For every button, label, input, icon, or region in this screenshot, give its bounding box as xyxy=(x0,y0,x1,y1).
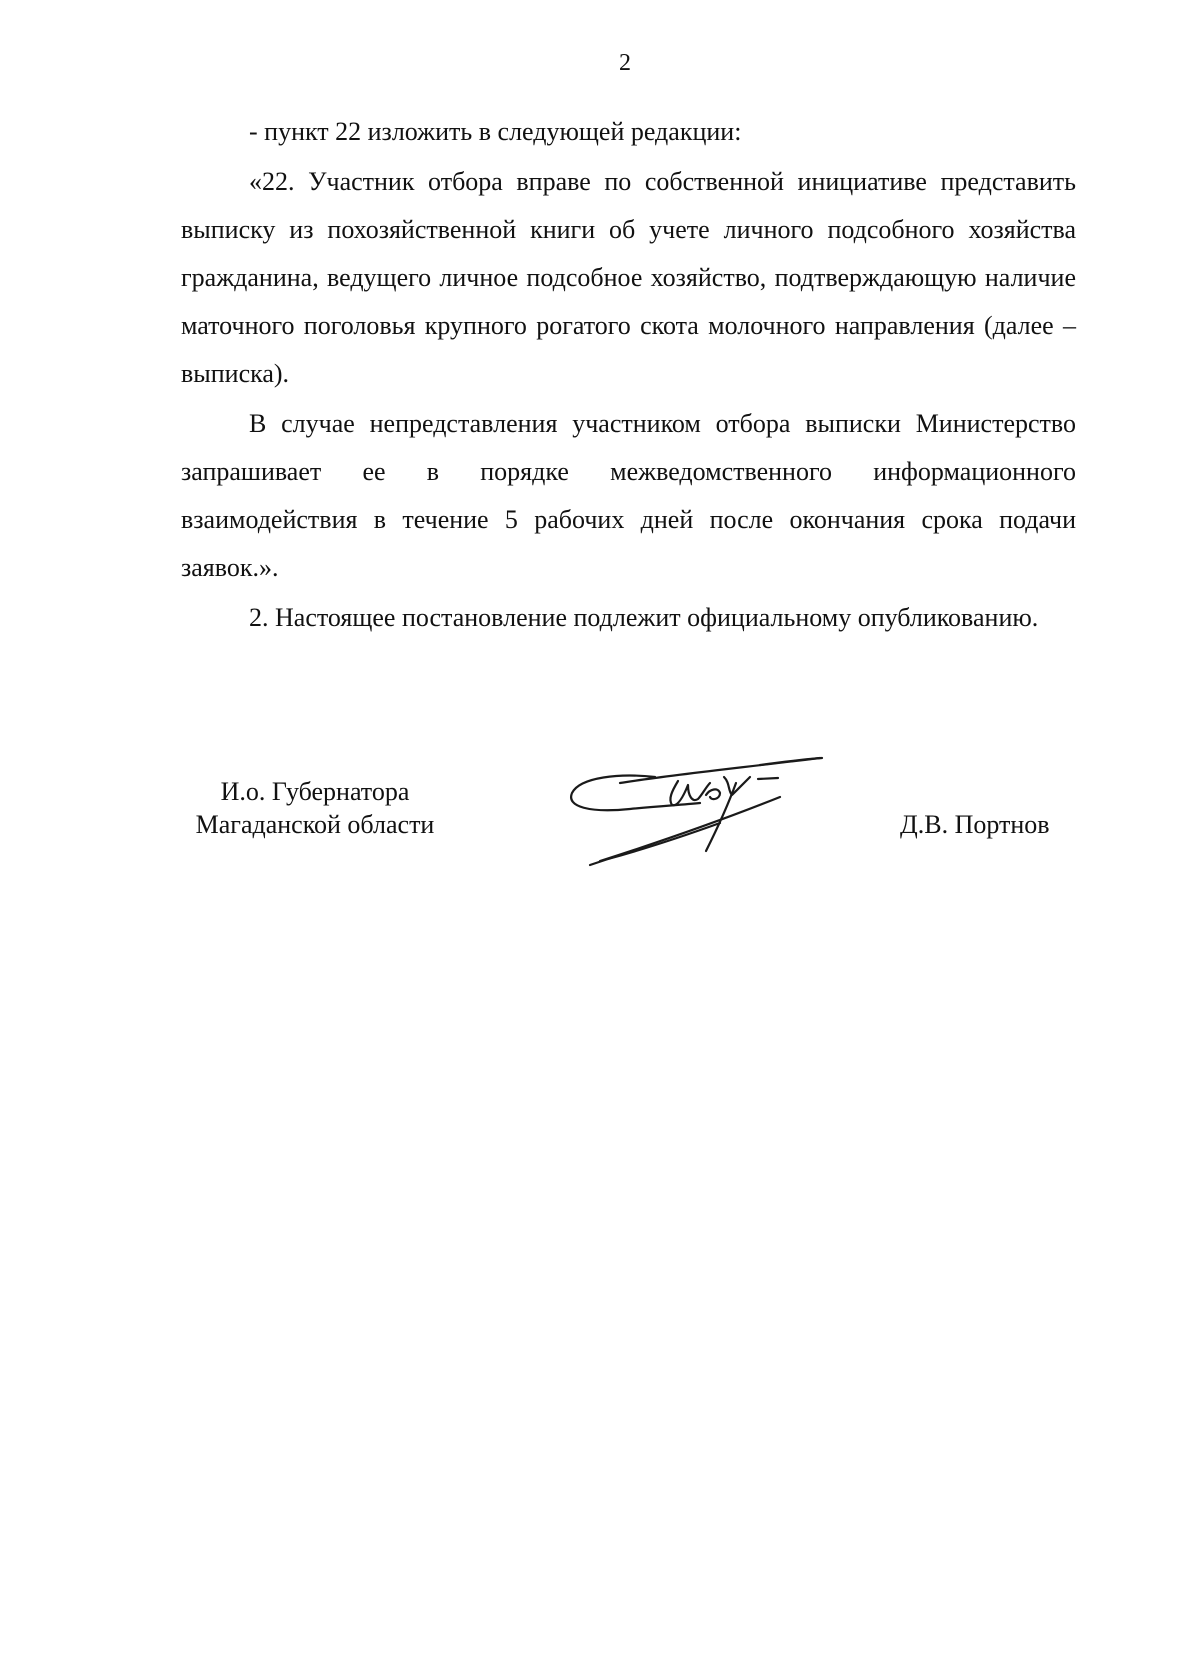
signatory-name: Д.В. Портнов xyxy=(900,810,1050,839)
signatory-position xyxy=(160,775,470,841)
signatory-position-line2: Магаданской области xyxy=(195,810,435,839)
paragraph-interagency-request: В случае непредставления участником отбора выписки Министерство запрашивает ее в порядке межведомственного информационного взаимодействия в течение 5 рабочих дней после окончания срока подачи заявок.». xyxy=(181,409,1076,582)
page-number: 2 xyxy=(619,50,631,76)
document-body xyxy=(181,108,1076,644)
paragraph-item-22: «22. Участник отбора вправе по собственной инициативе представить выписку из похозяйственной книги об учете личного подсобного хозяйства гражданина, ведущего личное подсобное хозяйство, подтверждающую наличие маточного поголовья крупного рогатого скота молочного направления (далее – выписка). xyxy=(181,167,1076,388)
paragraph-publication: 2. Настоящее постановление подлежит официальному опубликованию. xyxy=(249,603,1039,632)
signatory-position-line1: И.о. Губернатора xyxy=(220,777,410,806)
paragraph-amendment-intro: - пункт 22 изложить в следующей редакции: xyxy=(249,117,742,146)
handwritten-signature xyxy=(560,755,850,890)
